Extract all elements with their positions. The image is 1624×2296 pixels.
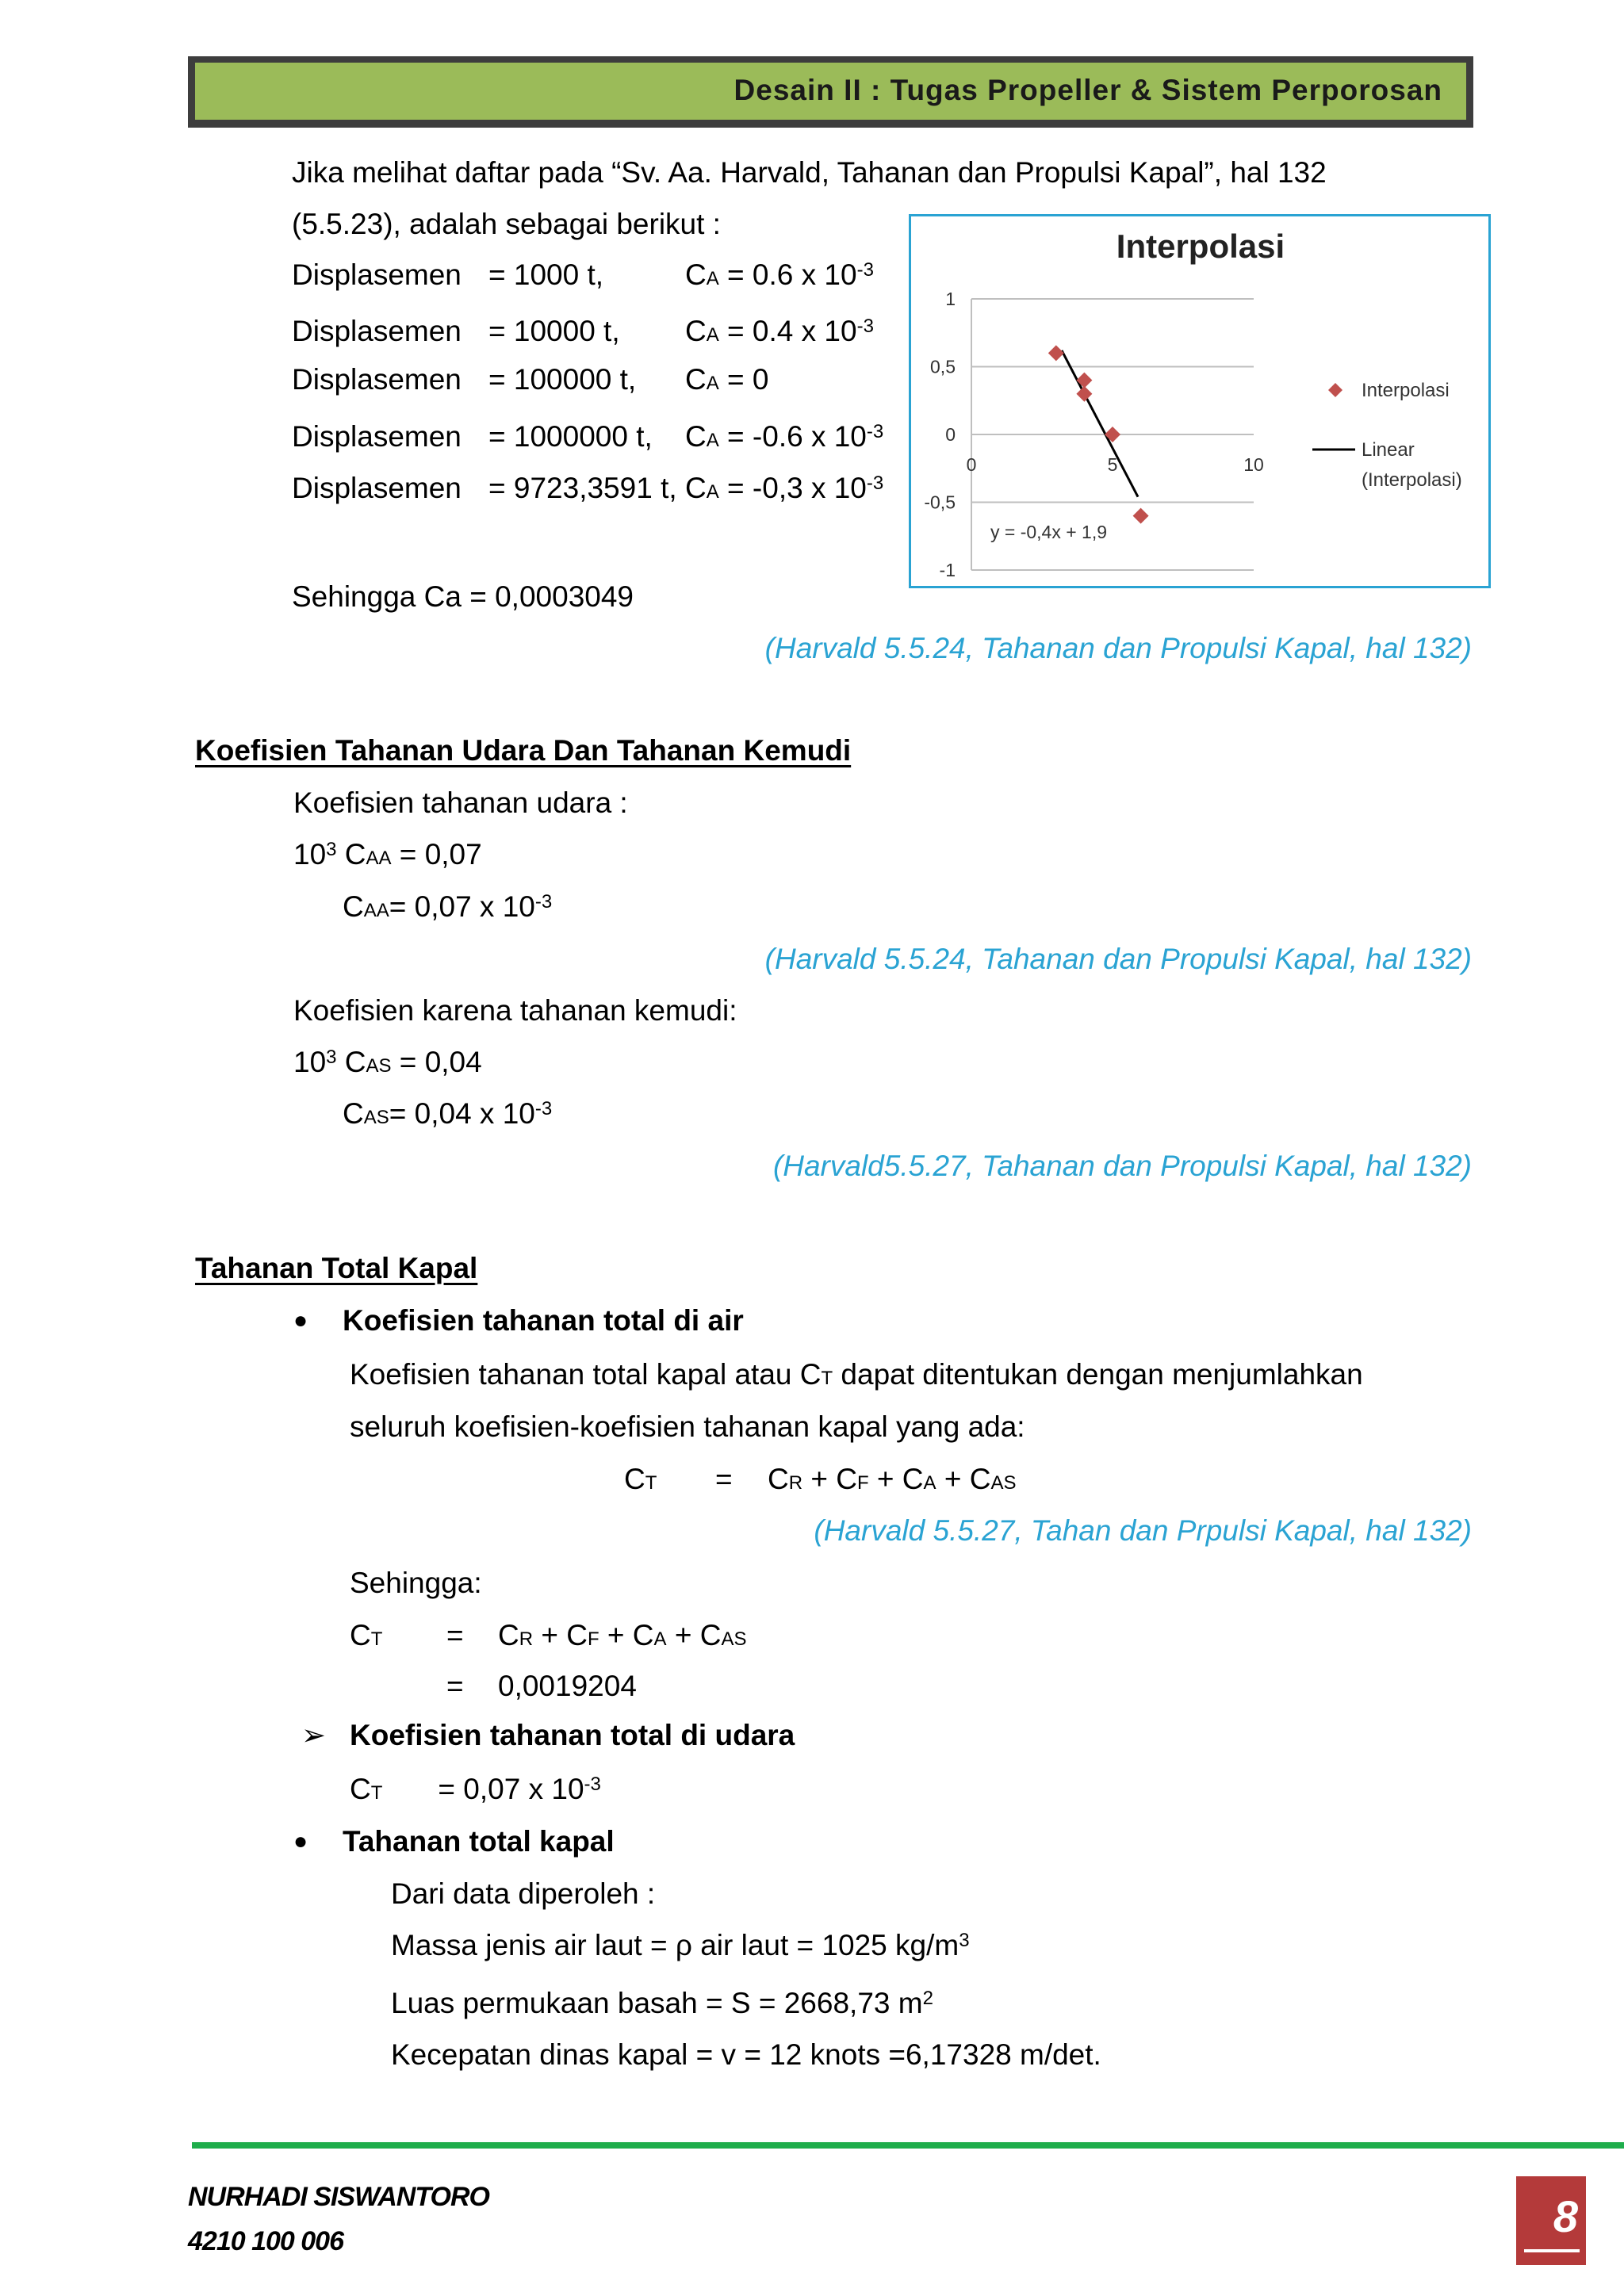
formula-caa-value: CAA= 0,07 x $10^{-3}$	[343, 890, 553, 923]
formula-ct-label: CT	[624, 1463, 657, 1495]
paragraph-line: Koefisien tahanan total kapal atau CT dapat ditentukan dengan menjumlahkan	[350, 1358, 1363, 1391]
y-tick-label: -0,5	[924, 492, 956, 513]
header-panel	[195, 63, 1466, 120]
section-heading: Koefisien Tahanan Udara Dan Tahanan Kemudi	[195, 734, 852, 767]
formula-equals: =	[715, 1463, 733, 1495]
citation: (Harvald5.5.27, Tahanan dan Propulsi Kapal, hal 132)	[772, 1150, 1472, 1182]
disp-row-label: Displasemen	[292, 315, 462, 347]
data-line: Dari data diperoleh :	[391, 1877, 656, 1910]
bullet-title: Tahanan total kapal	[343, 1825, 615, 1858]
trendline	[1062, 350, 1138, 497]
author-nrp: 4210 100 006	[188, 2226, 343, 2256]
paragraph-line: seluruh koefisien-koefisien tahanan kapal yang ada:	[350, 1410, 1025, 1443]
disp-row-value: = 10000 t,	[488, 315, 620, 347]
bullet-title: Koefisien tahanan total di udara	[350, 1719, 795, 1751]
page-number-box	[1516, 2176, 1586, 2265]
citation: (Harvald 5.5.27, Tahan dan Prpulsi Kapal, hal 132)	[814, 1514, 1472, 1547]
data-point	[1076, 373, 1092, 388]
y-tick-label: 0	[945, 424, 956, 445]
disp-row-ca: CA = -0,3 x $10^{-3}$	[685, 472, 884, 504]
x-tick-label: 10	[1243, 454, 1264, 475]
data-point	[1105, 427, 1120, 442]
section-heading: Tahanan Total Kapal	[195, 1252, 478, 1284]
y-tick-label: 1	[945, 289, 956, 309]
disp-row-ca: CA = 0.6 x $10^{-3}$	[685, 258, 874, 291]
data-point	[1133, 508, 1149, 524]
chart-equation: y = -0,4x + 1,9	[990, 522, 1108, 542]
formula-ct-label: CT	[350, 1619, 383, 1651]
citation: (Harvald 5.5.24, Tahanan dan Propulsi Kapal, hal 132)	[764, 943, 1472, 975]
disp-row-value: = 1000000 t,	[488, 420, 653, 453]
interpolation-chart	[909, 214, 1491, 588]
formula-ct-sum: CR + CF + CA + CAS	[768, 1463, 1017, 1495]
text-line: Koefisien karena tahanan kemudi:	[293, 994, 737, 1027]
x-tick-label: 5	[1107, 454, 1118, 475]
legend-points-label: Interpolasi	[1362, 380, 1450, 401]
ca-result: Sehingga Ca = 0,0003049	[292, 580, 634, 613]
formula-ct-sum: CR + CF + CA + CAS	[498, 1619, 747, 1651]
disp-row-value: = 100000 t,	[488, 363, 637, 396]
chart-title: Interpolasi	[1116, 228, 1285, 265]
arrow-bullet: ➢	[301, 1719, 327, 1751]
bullet-dot: ●	[293, 1307, 308, 1334]
data-line: Luas permukaan basah = S = 2668,73 $m^2$	[391, 1987, 933, 2019]
text-line: Koefisien tahanan udara :	[293, 786, 628, 819]
disp-row-label: Displasemen	[292, 420, 462, 453]
page-number-underline	[1524, 2249, 1580, 2252]
author-name: NURHADI SISWANTORO	[188, 2182, 489, 2212]
disp-row-label: Displasemen	[292, 472, 462, 504]
y-tick-label: -1	[939, 560, 956, 580]
formula-cas-value: CAS= 0,04 x $10^{-3}$	[343, 1097, 553, 1130]
bullet-title: Koefisien tahanan total di air	[343, 1304, 744, 1337]
data-line: Kecepatan dinas kapal = v = 12 knots =6,17328 m/det.	[391, 2038, 1101, 2071]
legend-line-label-2: (Interpolasi)	[1362, 469, 1462, 491]
disp-row-ca: CA = 0	[685, 363, 769, 396]
intro-line-2: (5.5.23), adalah sebagai berikut :	[292, 208, 721, 240]
disp-row-value: = 9723,3591 t,	[488, 472, 677, 504]
formula-equals: =	[446, 1619, 464, 1651]
disp-row-ca: CA = -0.6 x $10^{-3}$	[685, 420, 884, 453]
formula-ct-air: CT = 0,07 x $10^{-3}$	[350, 1773, 601, 1805]
data-point	[1076, 386, 1092, 402]
text-line: Sehingga:	[350, 1567, 482, 1599]
y-tick-label: 0,5	[930, 356, 956, 377]
footer-divider	[192, 2142, 1624, 2149]
disp-row-label: Displasemen	[292, 258, 462, 291]
bullet-dot: ●	[293, 1828, 308, 1854]
disp-row-ca: CA = 0.4 x $10^{-3}$	[685, 315, 874, 347]
disp-row-label: Displasemen	[292, 363, 462, 396]
legend-line-label: Linear	[1362, 439, 1415, 461]
legend-marker	[1328, 383, 1342, 397]
disp-row-value: = 1000 t,	[488, 258, 604, 291]
data-line: Massa jenis air laut = ρ air laut = 1025 $kg/m^3$	[391, 1929, 970, 1961]
chart-svg	[911, 216, 1488, 586]
page-number: 8	[1553, 2191, 1578, 2241]
header-title: Desain II : Tugas Propeller & Sistem Perporosan	[733, 74, 1442, 106]
formula-equals: =	[446, 1670, 464, 1702]
intro-line-1: Jika melihat daftar pada “Sv. Aa. Harvald, Tahanan dan Propulsi Kapal”, hal 132	[292, 156, 1327, 189]
data-point	[1048, 345, 1064, 361]
formula-caa: $10^3$ CAA = 0,07	[293, 838, 482, 871]
x-tick-label: 0	[966, 454, 977, 475]
ct-value: 0,0019204	[498, 1670, 637, 1702]
citation: (Harvald 5.5.24, Tahanan dan Propulsi Kapal, hal 132)	[764, 632, 1472, 664]
formula-cas: $10^3$ CAS = 0,04	[293, 1046, 482, 1078]
